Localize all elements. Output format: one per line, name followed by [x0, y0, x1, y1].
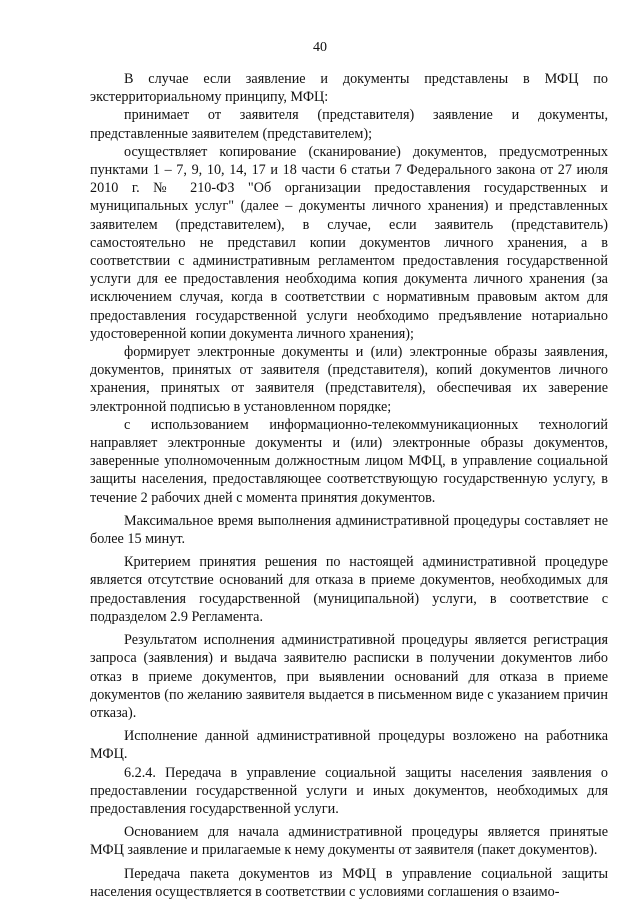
paragraph: Основанием для начала административной процедуры является принятые МФЦ заявление и прилагаемые к нему документы от заявителя (пакет документов).	[90, 824, 608, 859]
paragraph: Результатом исполнения административной процедуры является регистрация запроса (заявления) и выдача заявителю расписки в получении документов либо отказ в приеме документов, при выявлении оснований для отказа в приеме документов (по желанию заявителя выдается в письменном виде с указанием причин отказа).	[90, 632, 608, 721]
section-heading: 6.2.4. Передача в управление социальной защиты населения заявления о предоставлении государственной услуги и иных документов, необходимых для предоставления государственной услуги.	[90, 764, 608, 817]
paragraph: с использованием информационно-телекоммуникационных технологий направляет электронные документы и (или) электронные образы документов, заверенные уполномоченным должностным лицом МФЦ, в управление социальной защиты населения, предоставляющее соответствующую государственную услугу, в течение 2 рабочих дней с момента принятия документов.	[90, 416, 608, 506]
paragraph: принимает от заявителя (представителя) заявление и документы, представленные заявителем (представителем);	[90, 107, 608, 142]
paragraph: В случае если заявление и документы представлены в МФЦ по экстерриториальному принципу, МФЦ:	[90, 71, 608, 106]
paragraph: формирует электронные документы и (или) электронные образы заявления, документов, принятых от заявителя (представителя), копий документов личного хранения, принятых от заявителя (представителя), обеспечивая их заверение электронной подписью в установленном порядке;	[90, 344, 608, 415]
paragraph: Максимальное время выполнения административной процедуры составляет не более 15 минут.	[90, 512, 608, 548]
page-number: 40	[313, 40, 327, 55]
paragraph: Исполнение данной административной процедуры возложено на работника МФЦ.	[90, 728, 608, 763]
paragraph: Передача пакета документов из МФЦ в управление социальной защиты населения осуществляется в соответствии с условиями соглашения о взаимо-	[90, 865, 608, 900]
paragraph: Критерием принятия решения по настоящей административной процедуре является отсутствие оснований для отказа в приеме документов, необходимых для предоставления государственной (муниципальной) услуги, в соответствие с подразделом 2.9 Регламента.	[90, 554, 608, 625]
paragraph: осуществляет копирование (сканирование) документов, предусмотренных пунктами 1 – 7, 9, 10, 14, 17 и 18 части 6 статьи 7 Федерального закона от 27 июля 2010 г. № 210-ФЗ "Об организации предоставления государственных и муниципальных услуг" (далее – документы личного хранения) и представленных заявителем (представителем), в случае, если заявитель (представитель) самостоятельно не представил копии документов личного хранения, а в соответствии с административным регламентом предоставления государственной услуги для ее предоставления необходима копия документа личного хранения (за исключением случая, когда в соответствии с нормативным правовым актом для предоставления государственной услуги необходимо предъявление нотариально удостоверенной копии документа личного хранения);	[90, 143, 608, 342]
document-body	[90, 70, 608, 901]
